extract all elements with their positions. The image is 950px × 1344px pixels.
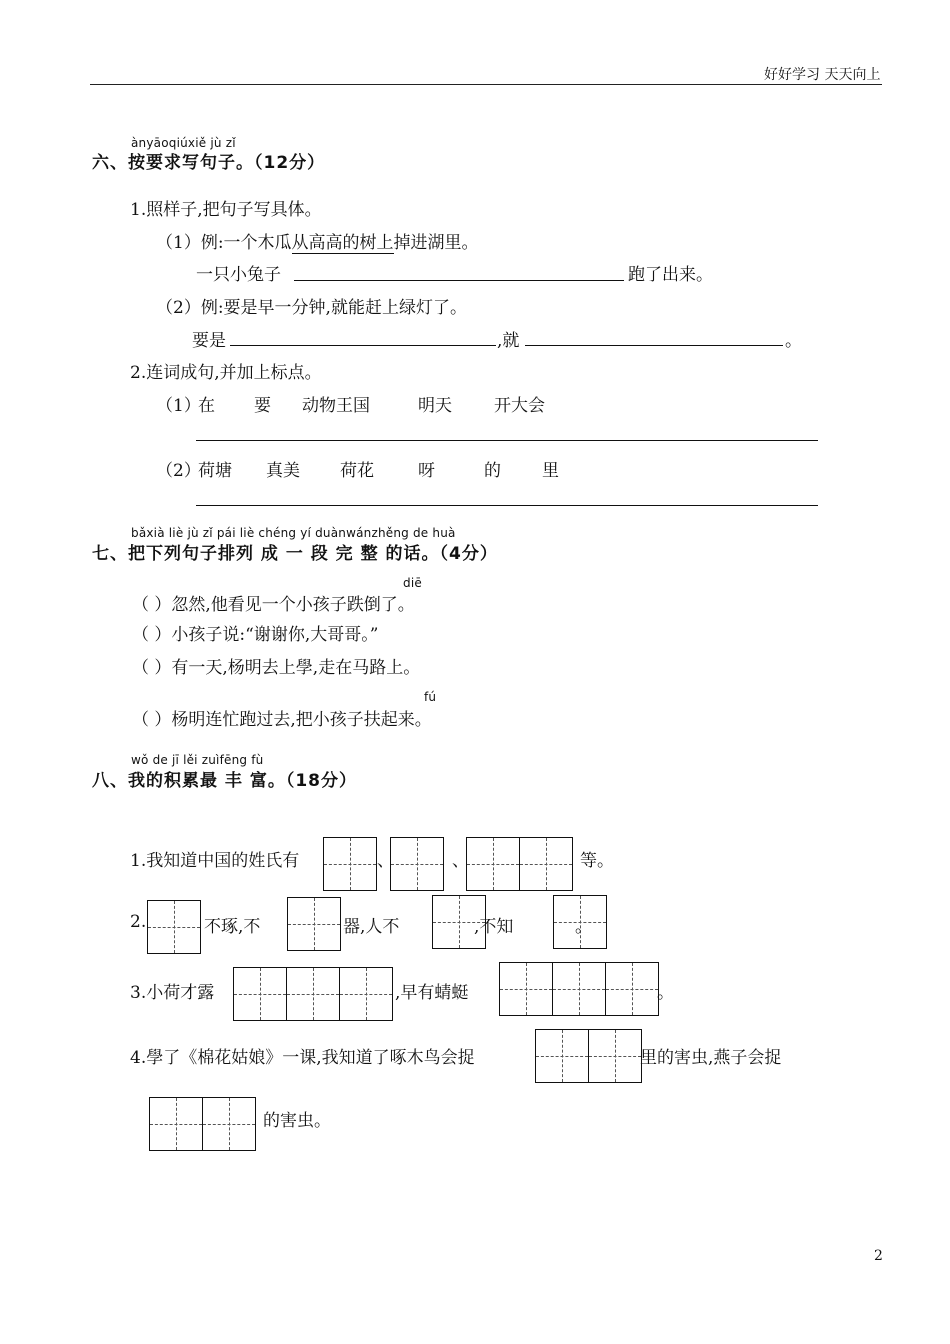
- s8-q2-mid3: ,不知: [474, 917, 514, 937]
- s8-q4-mid: 里的害虫,燕子会捉: [640, 1048, 782, 1068]
- ruby-fu: fú: [424, 690, 437, 704]
- s6-q1-1-fill-after: 跑了出来。: [628, 265, 713, 285]
- section6-title: 六、按要求写句子。（12分）: [92, 153, 326, 173]
- tianzige-box[interactable]: [390, 837, 443, 891]
- tianzige-box[interactable]: [499, 962, 658, 1016]
- s6-q1-1-example: [156, 228, 479, 254]
- word: 明天: [418, 396, 452, 416]
- s6-q1: 1.照样子,把句子写具体。: [130, 200, 322, 220]
- s8-q2-prefix: 2.: [130, 912, 147, 932]
- s8-q1-suffix: 等。: [580, 851, 614, 871]
- tianzige-box[interactable]: [535, 1029, 641, 1083]
- word: 荷塘: [198, 461, 232, 481]
- section6-pinyin: ànyāoqiúxiě jù zǐ: [131, 136, 236, 150]
- s8-q2-mid1: 不琢,不: [204, 917, 261, 937]
- s8-q4-end: 的害虫。: [263, 1111, 331, 1131]
- s6-q2-2-answer-line[interactable]: [196, 505, 818, 506]
- word: 开大会: [494, 396, 545, 416]
- s8-q3-prefix: 3.小荷才露: [130, 983, 215, 1003]
- word: 真美: [266, 461, 300, 481]
- s8-q1-prefix: 1.我知道中国的姓氏有: [130, 851, 300, 871]
- s7-item: （ ）小孩子说:“谢谢你,大哥哥。”: [132, 625, 379, 645]
- tianzige-box[interactable]: [466, 837, 572, 891]
- s8-q4-prefix: 4.學了《棉花姑娘》一课,我知道了啄木鸟会捉: [130, 1048, 475, 1068]
- s6-q1-2-example: （2）例:要是早一分钟,就能赶上绿灯了。: [156, 298, 467, 318]
- word: 呀: [418, 461, 435, 481]
- word: 在: [198, 396, 215, 416]
- s6-q2-1-label: （1）: [156, 396, 201, 416]
- word: 荷花: [340, 461, 374, 481]
- s7-item: （ ）忽然,他看见一个小孩子跌倒了。: [132, 595, 415, 615]
- header-motto: 好好学习 天天向上: [764, 67, 881, 83]
- s6-q1-2-fill-end: 。: [785, 331, 802, 351]
- section7-title: 七、把下列句子排列 成 一 段 完 整 的话。（4分）: [92, 544, 498, 564]
- section8-pinyin: wǒ de jī lěi zuìfēng fù: [131, 753, 264, 767]
- word: 要: [254, 396, 271, 416]
- s8-q3-mid: ,早有蜻蜓: [395, 983, 469, 1003]
- s7-item: （ ）杨明连忙跑过去,把小孩子扶起来。: [132, 710, 432, 730]
- tianzige-box[interactable]: [323, 837, 376, 891]
- s6-q1-1-answer-line[interactable]: [294, 280, 624, 281]
- header-rule: [90, 84, 882, 85]
- section7-pinyin: bǎxià liè jù zǐ pái liè chéng yí duànwánzhěng de huà: [131, 526, 456, 540]
- tianzige-box[interactable]: [233, 967, 392, 1021]
- s8-q3-end: 。: [657, 983, 674, 1003]
- s8-q1-sep2: 、: [452, 851, 469, 871]
- s6-q1-1-underlined: 从高高的树上: [292, 228, 394, 254]
- s6-q1-1-fill-before: 一只小兔子: [196, 265, 281, 285]
- word: 动物王国: [302, 396, 370, 416]
- s6-q2-2-label: （2）: [156, 461, 201, 481]
- s6-q1-2-answer-line-b[interactable]: [525, 345, 783, 346]
- s8-q2-mid2: 器,人不: [343, 917, 400, 937]
- word: 里: [542, 461, 559, 481]
- tianzige-box[interactable]: [147, 900, 200, 954]
- s6-q1-1-suffix: 掉进湖里。: [393, 233, 479, 253]
- tianzige-box[interactable]: [287, 897, 340, 951]
- s6-q1-1-prefix: （1）例:一个木瓜: [156, 233, 292, 253]
- s6-q2: 2.连词成句,并加上标点。: [130, 363, 322, 383]
- s8-q2-end: 。: [575, 917, 592, 937]
- section8-title: 八、我的积累最 丰 富。（18分）: [92, 771, 357, 791]
- s8-q1-sep1: 、: [377, 851, 394, 871]
- s6-q2-1-answer-line[interactable]: [196, 440, 818, 441]
- tianzige-box[interactable]: [149, 1097, 255, 1151]
- page-number: 2: [874, 1248, 883, 1264]
- s6-q1-2-answer-line-a[interactable]: [230, 345, 496, 346]
- s6-q1-2-fill-a: 要是: [192, 331, 226, 351]
- s7-item: （ ）有一天,杨明去上學,走在马路上。: [132, 658, 421, 678]
- word: 的: [484, 461, 501, 481]
- s6-q1-2-fill-b: ,就: [497, 331, 520, 351]
- ruby-die: diē: [403, 576, 422, 590]
